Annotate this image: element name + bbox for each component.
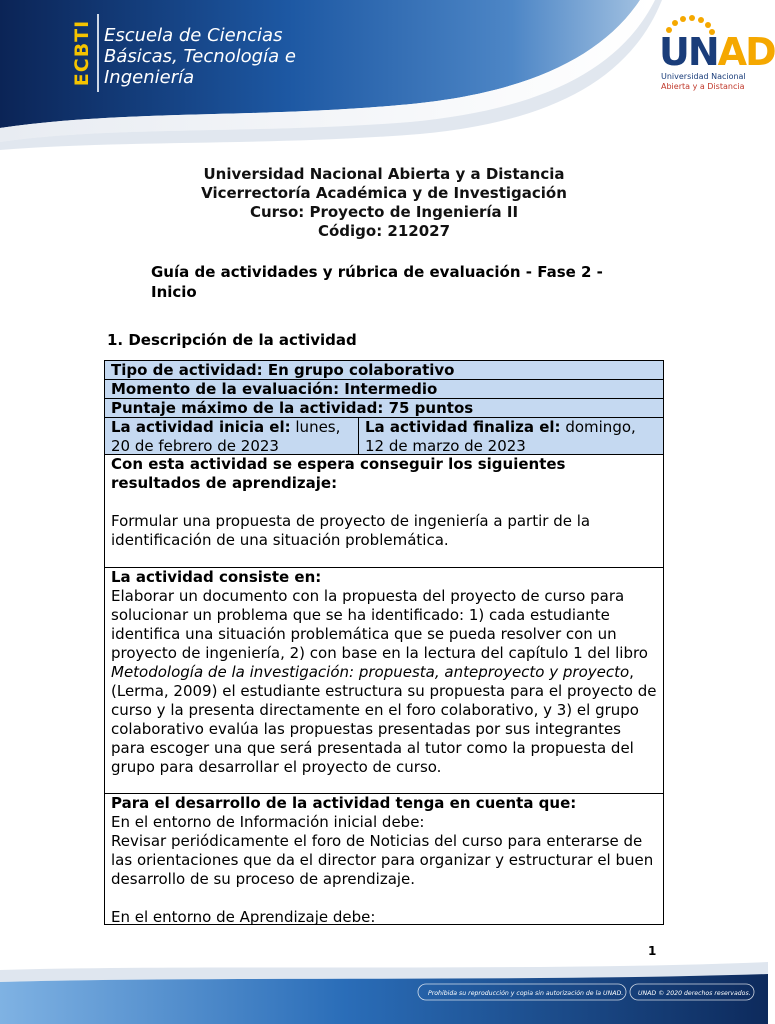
start-date-label: La actividad inicia el:	[111, 418, 291, 436]
school-title	[104, 25, 296, 88]
ecbti-label	[70, 14, 94, 92]
start-date-value: lunes, 20 de febrero de 2023	[111, 418, 341, 455]
logo-subtitle-line-2: Abierta y a Distancia	[661, 82, 745, 91]
row-tipo: Tipo de actividad: En grupo colaborativo	[105, 361, 663, 380]
document-heading	[0, 165, 768, 241]
heading-vicerrectoria: Vicerrectoría Académica y de Investigación	[201, 184, 567, 202]
logo-letters-ad: AD	[717, 30, 775, 74]
footer-banner	[0, 962, 768, 1024]
row-consiste	[105, 568, 663, 794]
results-text: Formular una propuesta de proyecto de ingeniería a partir de la identificación de una situación problemática.	[111, 512, 591, 549]
heading-code: Código: 212027	[317, 222, 451, 240]
school-title-line-2: Básicas, Tecnología e	[104, 46, 296, 67]
desarrollo-line-3: En el entorno de Aprendizaje debe:	[111, 908, 376, 926]
consiste-heading: La actividad consiste en:	[111, 568, 322, 586]
desarrollo-line-2: Revisar periódicamente el foro de Noticias del curso para enterarse de las orientaciones que da el director para organizar y estructurar el buen desarrollo de su proceso de aprendizaje.	[111, 832, 654, 888]
consiste-text-part-2: , (Lerma, 2009) el estudiante estructura su propuesta para el proyecto de curso y la presenta directamente en el foro colaborativo, y 3) el grupo colaborativo evalúa las propuestas presentadas por sus integrantes para escoger una que será presentada al tutor como la propuesta del grupo para desarrollar el proyecto de curso.	[111, 663, 657, 776]
results-heading: Con esta actividad se espera conseguir los siguientes resultados de aprendizaje:	[111, 455, 566, 492]
end-date-value: domingo, 12 de marzo de 2023	[365, 418, 636, 455]
school-title-line-3: Ingeniería	[104, 67, 195, 88]
row-momento: Momento de la evaluación: Intermedio	[105, 380, 663, 399]
logo-wordmark	[659, 30, 775, 74]
heading-university: Universidad Nacional Abierta y a Distancia	[203, 165, 565, 183]
logo-letter-n: N	[687, 30, 718, 74]
cell-end-date	[359, 418, 663, 454]
row-puntaje: Puntaje máximo de la actividad: 75 puntos	[105, 399, 663, 418]
consiste-text-part-1: Elaborar un documento con la propuesta del proyecto de curso para solucionar un problema que se ha identificado: 1) cada estudiante identifica una situación problemática que se pueda resolver con un proyecto de ingeniería, 2) con base en la lectura del capítulo 1 del libro	[111, 587, 648, 662]
desarrollo-heading: Para el desarrollo de la actividad tenga en cuenta que:	[111, 794, 577, 812]
cell-start-date	[105, 418, 359, 454]
guide-title: Guía de actividades y rúbrica de evaluación - Fase 2 - Inicio	[151, 263, 603, 301]
page-number: 1	[648, 944, 657, 958]
activity-table	[104, 360, 664, 925]
footer-rights: UNAD © 2020 derechos reservados.	[638, 990, 751, 997]
school-title-line-1: Escuela de Ciencias	[104, 25, 283, 46]
section-title: 1. Descripción de la actividad	[107, 331, 357, 349]
logo-subtitle-line-1: Universidad Nacional	[661, 72, 746, 81]
ecbti-text: ECBTI	[71, 19, 93, 87]
row-dates	[105, 418, 663, 455]
footer-copyright-notice: Prohibida su reproducción y copia sin autorización de la UNAD.	[428, 990, 624, 997]
logo-letter-u: U	[659, 30, 688, 74]
consiste-book-title: Metodología de la investigación: propuesta, anteproyecto y proyecto	[111, 663, 630, 681]
header-banner	[0, 0, 775, 150]
heading-course: Curso: Proyecto de Ingeniería II	[249, 203, 519, 221]
row-results	[105, 455, 663, 568]
desarrollo-line-1: En el entorno de Información inicial debe:	[111, 813, 425, 831]
row-desarrollo	[105, 794, 663, 924]
end-date-label: La actividad finaliza el:	[365, 418, 561, 436]
consiste-text	[111, 587, 657, 777]
unad-logo	[655, 14, 775, 94]
logo-subtitle	[661, 72, 761, 92]
ecbti-divider	[97, 14, 99, 92]
